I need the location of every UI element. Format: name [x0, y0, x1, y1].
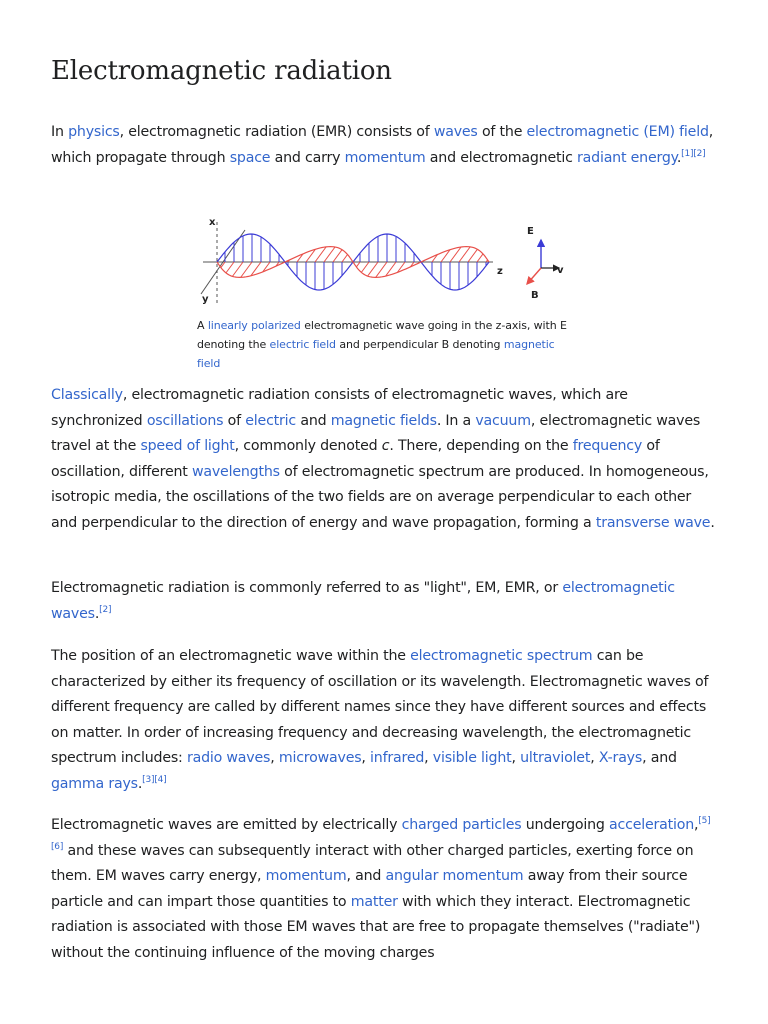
link-ultraviolet[interactable]: ultraviolet — [520, 750, 591, 766]
link-microwaves[interactable]: microwaves — [278, 750, 362, 766]
link-charged-particles[interactable]: charged particles — [401, 817, 522, 833]
link-speed-of-light[interactable]: speed of light — [140, 438, 235, 454]
link-x-rays[interactable]: X-rays — [598, 750, 643, 766]
link-oscillations[interactable]: oscillations — [146, 412, 224, 429]
link-radiant-energy[interactable]: radiant energy — [577, 149, 677, 166]
b-vector — [527, 268, 541, 284]
classical-paragraph: Classically, electromagnetic radiation consists of electromagnetic waves, which are synchronized oscillations of electric and magnetic fields. In a vacuum, electromagnetic waves travel at the speed of light, commonly denoted c. There, depending on the frequency of oscillation, different wavelengths of electromagnetic spectrum are produced. In homogeneous, isotropic media, the oscillations of the two fields are on average perpendicular to each other and perpendicular to the direction of energy and wave propagation, forming a transverse wave. — [51, 387, 715, 531]
figure-caption: A linearly polarized electromagnetic wave going in the z-axis, with E denoting the electric field and perpendicular B denoting magnetic field — [197, 319, 567, 370]
magnetic-field-vector — [477, 254, 483, 262]
magnetic-field-vector — [361, 262, 369, 272]
reference-3[interactable]: [3] — [142, 774, 155, 785]
link-classically[interactable]: Classically — [51, 387, 123, 403]
reference-2[interactable]: [2] — [99, 604, 112, 615]
reference-6[interactable]: [6] — [51, 841, 64, 852]
link-magnetic-fields[interactable]: magnetic fields — [330, 412, 437, 429]
page-title: Electromagnetic radiation — [51, 56, 392, 86]
v-label: v — [557, 265, 564, 276]
intro-paragraph: In physics, electromagnetic radiation (EMR) consists of waves of the electromagnetic (EM) field, which propagate through space and carry momentum and electromagnetic radiant energy.[1][2] — [51, 124, 714, 166]
light-paragraph: Electromagnetic radiation is commonly referred to as "light", EM, EMR, or electromagnetic waves.[2] — [51, 580, 675, 622]
magnetic-field-vector — [468, 249, 477, 262]
link-angular-momentum[interactable]: angular momentum — [385, 868, 524, 884]
x-axis-label: x — [209, 217, 216, 228]
z-axis-label: z — [497, 266, 503, 277]
em-wave-diagram — [197, 210, 577, 308]
magnetic-field-vector — [226, 262, 234, 273]
spectrum-paragraph: The position of an electromagnetic wave within the electromagnetic spectrum can be characterized by either its frequency of oscillation or its wavelength. Electromagnetic waves of different frequency are called by different names since they have different sources and effects on matter. In order of increasing frequency and decreasing wavelength, the electromagnetic spectrum includes: radio waves, microwaves, infrared, visible light, ultraviolet, X-rays, and gamma rays.[3][4] — [51, 648, 709, 792]
link-electromagnetic-waves[interactable]: electromagnetic waves — [51, 580, 675, 622]
magnetic-field-vector — [356, 262, 360, 267]
link-space[interactable]: space — [229, 149, 271, 166]
link-infrared[interactable]: infrared — [370, 750, 425, 766]
vector-triad — [527, 226, 564, 301]
reference-1[interactable]: [1] — [681, 148, 694, 159]
link-gamma-rays[interactable]: gamma rays — [51, 775, 138, 792]
link-wavelengths[interactable]: wavelengths — [191, 463, 280, 480]
magnetic-field-vector — [333, 250, 342, 262]
magnetic-field-vector — [342, 255, 348, 262]
reference-4[interactable]: [4] — [154, 774, 167, 785]
e-label: E — [527, 226, 534, 237]
link-electromagnetic-field[interactable]: electromagnetic (EM) field — [526, 124, 709, 140]
link-magnetic-field[interactable]: magnetic field — [197, 338, 555, 370]
link-radio-waves[interactable]: radio waves — [186, 750, 271, 766]
magnetic-field-vector — [376, 262, 387, 277]
y-axis-label: y — [202, 294, 209, 305]
link-linearly-polarized[interactable]: linearly polarized — [207, 319, 301, 332]
magnetic-field-vector — [368, 262, 378, 276]
link-acceleration[interactable]: acceleration — [609, 817, 694, 833]
link-electric[interactable]: electric — [245, 412, 297, 429]
link-physics[interactable]: physics — [68, 124, 120, 140]
emission-paragraph: Electromagnetic waves are emitted by electrically charged particles undergoing acceleration,[5][6] and these waves can subsequently interact with other charged particles, exerting force on them. EM waves carry energy, momentum, and angular momentum away from their source particle and can impart those quantities to matter with which they interact. Electromagnetic radiation is associated with those EM waves that are free to propagate themselves ("radiate") without the continuing influence of the moving charges — [51, 816, 711, 961]
link-transverse-wave[interactable]: transverse wave — [595, 514, 711, 531]
link-momentum[interactable]: momentum — [344, 149, 426, 166]
magnetic-field-vector — [459, 247, 470, 262]
wave-figure — [197, 210, 577, 373]
magnetic-field-vector — [324, 247, 335, 262]
link-electromagnetic-spectrum[interactable]: electromagnetic spectrum — [410, 648, 593, 664]
link-momentum-2[interactable]: momentum — [265, 868, 347, 884]
link-waves[interactable]: waves — [433, 124, 478, 140]
reference-2[interactable]: [2] — [693, 148, 706, 159]
link-visible-light[interactable]: visible light — [432, 750, 512, 766]
link-matter[interactable]: matter — [350, 893, 398, 910]
link-vacuum[interactable]: vacuum — [475, 412, 531, 429]
magnetic-field-vector — [232, 262, 243, 276]
link-electric-field[interactable]: electric field — [269, 338, 336, 351]
reference-5[interactable]: [5] — [698, 816, 711, 826]
link-frequency[interactable]: frequency — [572, 438, 643, 454]
b-label: B — [531, 290, 539, 301]
magnetic-field-vector — [241, 262, 252, 277]
